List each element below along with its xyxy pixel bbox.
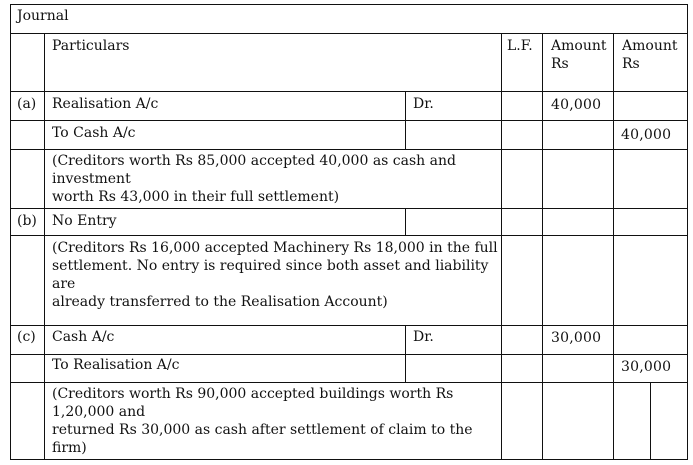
entry-a-narration-line-3: worth Rs 43,000 in their full settlement) — [52, 189, 340, 205]
entry-a-debit-amount: 40,000 — [551, 97, 602, 113]
rule-header-bottom — [10, 91, 688, 92]
rule-label-col — [44, 33, 45, 460]
rule-amount1-col — [542, 33, 543, 460]
rule-dr-col-a — [405, 91, 406, 150]
rule-amount2-col — [613, 33, 614, 460]
entry-a-dr: Dr. — [413, 96, 434, 112]
rule-a-narration — [10, 208, 688, 209]
entry-b-no-entry: No Entry — [52, 213, 117, 229]
header-amount-debit: Amount — [551, 38, 607, 54]
header-amount-debit-unit: Rs — [551, 56, 569, 72]
rule-a-debit — [10, 120, 688, 121]
entry-c-debit-amount: 30,000 — [551, 330, 602, 346]
rule-a-credit — [10, 149, 688, 150]
rule-extra-col — [650, 382, 651, 460]
entry-b-narration-line-4: already transferred to the Realisation Account) — [52, 294, 388, 310]
header-amount-credit: Amount — [622, 38, 678, 54]
entry-c-dr: Dr. — [413, 329, 434, 345]
rule-bottom — [10, 459, 688, 460]
entry-c-credit-account: To Realisation A/c — [52, 357, 180, 373]
entry-b-narration-line-3: are — [52, 276, 76, 292]
entry-c-credit-amount: 30,000 — [621, 359, 672, 375]
entry-a-label: (a) — [17, 96, 37, 112]
entry-a-debit-account: Realisation A/c — [52, 96, 159, 112]
entry-c-narration-line-2: 1,20,000 and — [52, 404, 146, 420]
entry-a-credit-amount: 40,000 — [621, 127, 672, 143]
entry-c-label: (c) — [17, 329, 36, 345]
entry-a-narration-line-1: (Creditors worth Rs 85,000 accepted 40,000 as cash and — [52, 153, 456, 169]
entry-c-narration-line-4: firm) — [52, 440, 87, 456]
rule-left — [10, 4, 11, 460]
header-particulars: Particulars — [52, 38, 130, 54]
rule-right — [687, 4, 688, 460]
rule-dr-col-c — [405, 325, 406, 383]
entry-a-narration-line-2: investment — [52, 171, 131, 187]
rule-top — [10, 4, 688, 5]
header-amount-credit-unit: Rs — [622, 56, 640, 72]
journal-title: Journal — [17, 8, 69, 24]
entry-c-narration-line-3: returned Rs 30,000 as cash after settlement of claim to the — [52, 422, 473, 438]
rule-b-narration — [10, 325, 688, 326]
rule-c-debit — [10, 354, 688, 355]
header-lf: L.F. — [507, 38, 533, 54]
entry-b-label: (b) — [17, 213, 37, 229]
entry-c-narration-line-1: (Creditors worth Rs 90,000 accepted buildings worth Rs — [52, 386, 454, 402]
rule-header-top — [10, 33, 688, 34]
entry-c-debit-account: Cash A/c — [52, 329, 115, 345]
entry-b-narration-line-1: (Creditors Rs 16,000 accepted Machinery Rs 18,000 in the full — [52, 240, 498, 256]
rule-c-credit — [10, 382, 688, 383]
entry-b-narration-line-2: settlement. No entry is required since both asset and liability — [52, 258, 489, 274]
rule-b-entry — [10, 235, 688, 236]
rule-dr-col-b — [405, 208, 406, 236]
entry-a-credit-account: To Cash A/c — [52, 125, 136, 141]
rule-lf-col — [501, 33, 502, 460]
